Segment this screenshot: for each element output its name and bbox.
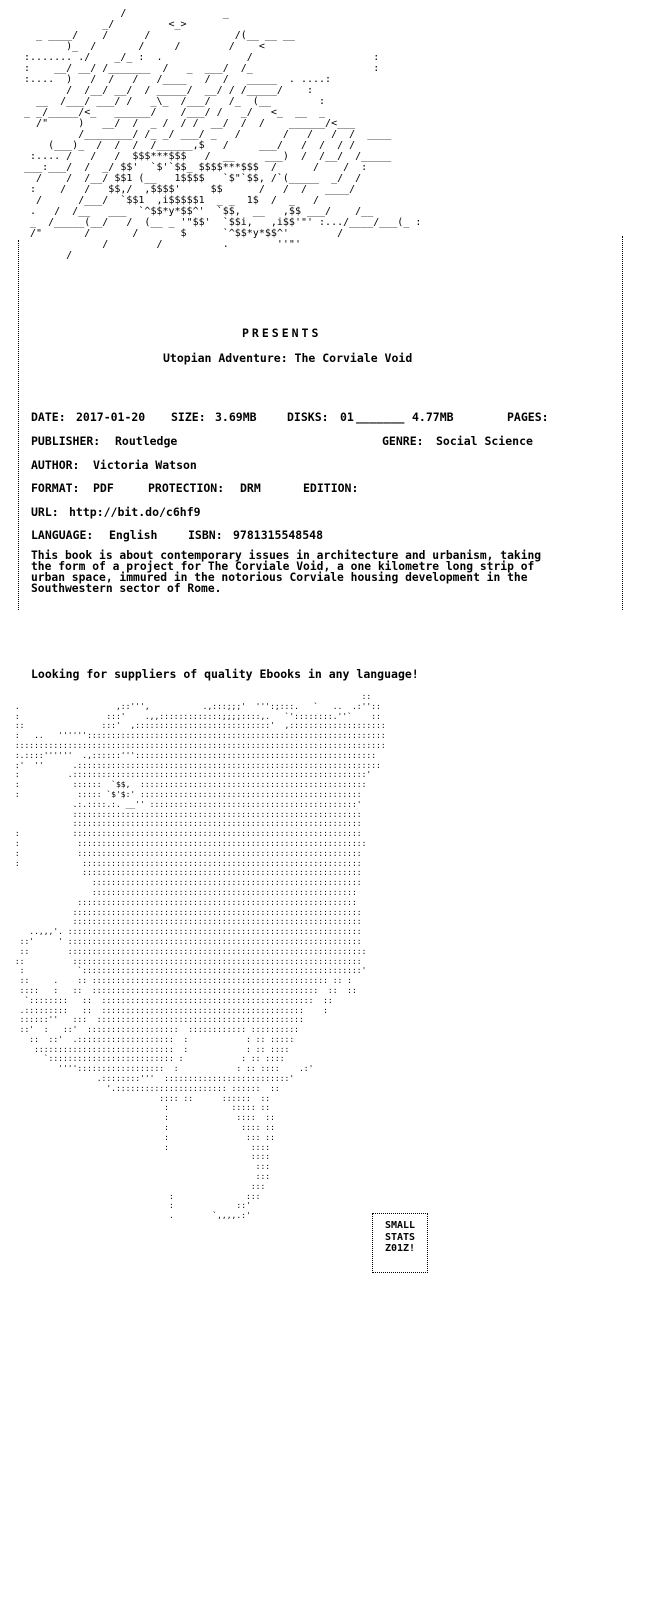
edition-label: EDITION: bbox=[303, 481, 359, 495]
url-link[interactable]: http://bit.do/c6hf9 bbox=[69, 505, 201, 519]
genre-label: GENRE: bbox=[382, 434, 424, 448]
author-label: AUTHOR: bbox=[31, 458, 80, 472]
disks-label: DISKS: bbox=[287, 410, 329, 424]
publisher-value: Routledge bbox=[115, 434, 178, 448]
publisher-label: PUBLISHER: bbox=[31, 434, 101, 448]
ascii-cat-art: :: . ,::''', .,:::;;;' ''':;:::. ` .. .:'':: : :::' .,,:::::::::::::;;;;::::,. `'::::::::.''` :: :: :::' ,::::::::::::::::::::::::::::' ,:::::::::::::::::::: : .. '''''':::::::::::::::::::::::::::::::::::::::::::::::::::::::::::::: ::::::::::::::::::::::::::::::::::::::::::::::::::::::::::::::::::::::::::::: :.::::'''''' .,::::::''':::::::::::::::::::::::::::::::::::::::::::::::::: :' '' .::::::::::::::::::::::::::::::::::::::::::::::::::::::::::::::: : .:::::::::::::::::::::::::::::::::::::::::::::::::::::::::::::' : :::::: `$$, ::::::::::::::::::::::::::::::::::::::::::::::: : ::::: `$'$:' :::::::::::::::::::::::::::::::::::::::::::::: .:.::::.:. __'' :::::::::::::::::::::::::::::::::::::::::::' :::::::::::::::::::::::::::::::::::::::::::::::::::::::::::: :::::::::::::::::::::::::::::::::::::::::::::::::::::::::::: : :::::::::::::::::::::::::::::::::::::::::::::::::::::::::::: : :::::::::::::::::::::::::::::::::::::::::::::::::::::::::::: : ::::::::::::::::::::::::::::::::::::::::::::::::::::::::::: : :::::::::::::::::::::::::::::::::::::::::::::::::::::::::: :::::::::::::::::::::::::::::::::::::::::::::::::::::::::: :::::::::::::::::::::::::::::::::::::::::::::::::::::::: ::::::::::::::::::::::::::::::::::::::::::::::::::::::: :::::::::::::::::::::::::::::::::::::::::::::::::::::::::: :::::::::::::::::::::::::::::::::::::::::::::::::::::::::::: :::::::::::::::::::::::::::::::::::::::::::::::::::::::::::: ..,,,'. ::::::::::::::::::::::::::::::::::::::::::::::::::::::::::::: ::' ' ::::::::::::::::::::::::::::::::::::::::::::::::::::::::::::: :: :::::::::::::::::::::::::::::::::::::::::::::::::::::::::::::: :: :::::::::::::::::::::::::::::::::::::::::::::::::::::::::::: : `::::::::::::::::::::::::::::::::::::::::::::::::::::::::::' :: . :: ::::::::::::::::::::::::::::::::::::::::::::::::: :: : :::: : :: ::::::::::::::::::::::::::::::::::::::::::::::: :: :: `:::::::: :: :::::::::::::::::::::::::::::::::::::::::::: :: .::::::::: :: :::::::::::::::::::::::::::::::::::::::::: : ::::::'' ::: ::::::::::::::::::::::::::::::::::::::::::: ::' : ::' ::::::::::::::::::: :::::::::::: :::::::::: :: ::' .:::::::::::::::::::: : : :: ::::: ::::::::::::::::::::::::::::: : : :: :::: `:::::::::::::::::::::::::: : : :: :::: '''':::::::::::::::::: : : :: :::: .:' .::::::::''' ::::::::::::::::::::::::::' '.::::::::::::::::::::::: :::::: :: :::: :: :::::: :: : ::::: :: : :::: :: : :::: :: : ::: :: : :::: :::: ::: ::: ::: : ::: : ::' . `,,,,.:' bbox=[14, 692, 386, 1221]
size-label: SIZE: bbox=[171, 410, 206, 424]
frame-left-border bbox=[18, 240, 19, 610]
small-stats-box bbox=[372, 1213, 428, 1273]
suppliers-note: Looking for suppliers of quality Ebooks in any language! bbox=[31, 667, 419, 681]
stats-line-1: SMALL bbox=[384, 1220, 416, 1231]
format-value: PDF bbox=[93, 481, 114, 495]
genre-value: Social Science bbox=[436, 434, 533, 448]
pages-label: PAGES: bbox=[507, 410, 549, 424]
book-description: This book is about contemporary issues in architecture and urbanism, taking the form of a project for The Corviale Void, a one kilometre long strip of urban space, immured in the notorious Corviale housing development in the Southwestern sector of Rome. bbox=[31, 549, 542, 595]
author-value: Victoria Watson bbox=[93, 458, 197, 472]
format-label: FORMAT: bbox=[31, 481, 80, 495]
presents-heading: PRESENTS bbox=[242, 326, 322, 340]
isbn-value: 9781315548548 bbox=[233, 528, 324, 542]
stats-line-3: Z01Z! bbox=[384, 1243, 416, 1254]
stats-line-2: STATS bbox=[384, 1231, 416, 1243]
ascii-logo-art: / _ _/ <_> _ ____/ / / /(__ __ __ )_ / / / / < :....... ./ _/_ : . / : : __/ __/ /_______ / _ ___/ /_ : :.... ) / / / /____ / / _____ . ....: / /__/ __/ / _____/ __/ / /_____/ : __ /___/ ___/ / _\_ /___/ /_ (__ : _ _/_____/<_ ______/ /___/ / _/ <_ __ _ /" ) __/ / _ / / / __/ / / ______/<___ /________/ /_ _/ ___/ _ / / / / / ____ (___)_ / / / /______,$ / ___/ / / / / :.... / / / $$$***$$$ / __ ___) / /__/ /_____ ___:___/ / _/ $$' `$'`$$_ $$$$***$$$ / / / : / / /__/ $$1 (__ 1$$$$ `$"`$$, /`(_____ _/ / : / / $$,/ ,$$$$' $$ / / / ____/ / /___/ `$$1 ,i$$$$$1 _ _ 1$ / _ / . / /__ ___ `^$$*y*$$^' `$$, __ ,$$ ___/ /__ _ /_____(__/ / (__ _ '"$$' `$$i, ,i$$'"' :.../____/___(_ : /" / / $ `^$$*y*$$^' / / / . ''"' / bbox=[24, 8, 422, 261]
size-value: 3.69MB bbox=[215, 410, 257, 424]
date-label: DATE: bbox=[31, 410, 66, 424]
disks-size-value: 4.77MB bbox=[412, 410, 454, 424]
language-label: LANGUAGE: bbox=[31, 528, 94, 542]
protection-value: DRM bbox=[240, 481, 261, 495]
frame-right-border bbox=[622, 236, 623, 610]
isbn-label: ISBN: bbox=[188, 528, 223, 542]
protection-label: PROTECTION: bbox=[148, 481, 225, 495]
disks-separator: _______ bbox=[356, 410, 405, 424]
url-label: URL: bbox=[31, 505, 59, 519]
disks-value: 01 bbox=[340, 410, 354, 424]
language-value: English bbox=[109, 528, 158, 542]
date-value: 2017-01-20 bbox=[76, 410, 146, 424]
release-title: Utopian Adventure: The Corviale Void bbox=[163, 351, 413, 365]
